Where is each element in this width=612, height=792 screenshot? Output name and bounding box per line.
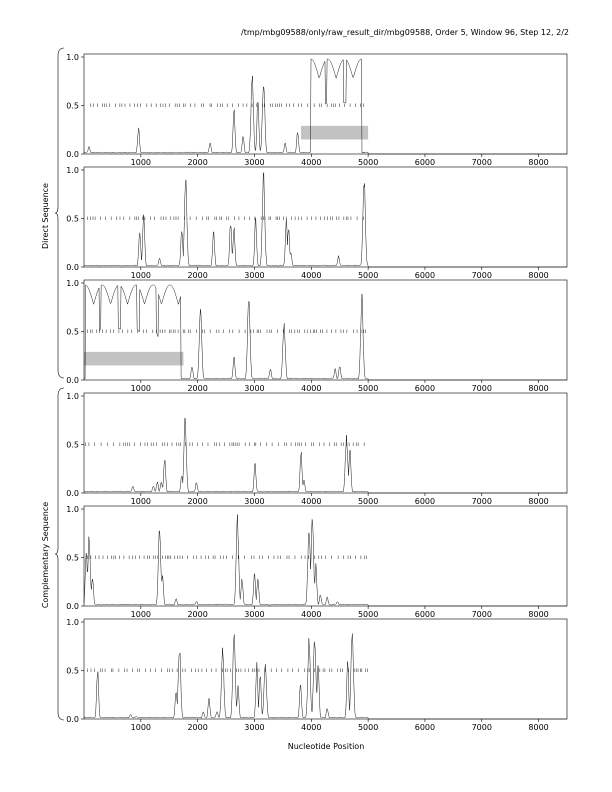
x-tick-label-8000: 8000 (528, 158, 549, 167)
y-tick-label-0.5: 0.5 (66, 327, 79, 337)
y-tick-label-0.0: 0.0 (66, 150, 79, 159)
x-tick-label-8000: 8000 (528, 271, 549, 280)
x-tick-label-7000: 7000 (471, 384, 492, 393)
y-tick-label-1.0: 1.0 (66, 618, 79, 627)
signal-trace (84, 173, 567, 267)
x-tick-label-4000: 4000 (301, 497, 322, 506)
shaded-region-1 (84, 352, 183, 366)
x-tick-label-7000: 7000 (471, 723, 492, 732)
signal-trace (84, 515, 567, 607)
x-tick-label-1000: 1000 (130, 497, 152, 506)
y-tick-label-0.0: 0.0 (66, 263, 79, 272)
panel-frame (84, 167, 567, 267)
x-tick-label-3000: 3000 (244, 271, 265, 280)
x-tick-label-7000: 7000 (471, 271, 492, 280)
signal-trace (84, 634, 567, 719)
y-tick-label-1.0: 1.0 (66, 166, 79, 175)
y-tick-label-0.5: 0.5 (66, 101, 79, 111)
panel-5 (66, 505, 567, 619)
x-tick-label-5000: 5000 (357, 271, 379, 280)
x-tick-label-2000: 2000 (187, 271, 208, 280)
x-tick-label-2000: 2000 (187, 384, 208, 393)
x-tick-label-8000: 8000 (528, 384, 549, 393)
x-tick-label-4000: 4000 (301, 271, 322, 280)
x-tick-label-5000: 5000 (357, 384, 379, 393)
signal-trace (84, 418, 567, 493)
x-tick-label-2000: 2000 (187, 723, 208, 732)
x-tick-label-6000: 6000 (414, 497, 436, 506)
y-tick-label-0.5: 0.5 (66, 553, 79, 563)
x-tick-label-7000: 7000 (471, 497, 492, 506)
group-label-complementary: Complementary Sequence (41, 501, 50, 609)
x-tick-label-1000: 1000 (130, 723, 152, 732)
group-braces (55, 48, 64, 720)
y-tick-label-0.0: 0.0 (66, 376, 79, 385)
panel-3 (66, 279, 567, 393)
x-tick-label-7000: 7000 (471, 158, 492, 167)
figure-title: /tmp/mbg09588/only/raw_result_dir/mbg09588, Order 5, Window 96, Step 12, 2/2 (241, 28, 569, 37)
x-tick-label-7000: 7000 (471, 610, 492, 619)
x-tick-label-4000: 4000 (301, 384, 322, 393)
panel-frame (84, 506, 567, 606)
x-tick-label-3000: 3000 (244, 497, 265, 506)
x-tick-label-1000: 1000 (130, 610, 152, 619)
x-tick-label-5000: 5000 (357, 610, 379, 619)
y-tick-label-1.0: 1.0 (66, 53, 79, 62)
x-tick-label-6000: 6000 (414, 610, 436, 619)
signal-trace (84, 59, 567, 154)
y-tick-label-0.0: 0.0 (66, 602, 79, 611)
y-tick-label-1.0: 1.0 (66, 392, 79, 401)
x-tick-label-2000: 2000 (187, 610, 208, 619)
brace-direct (55, 48, 64, 378)
panel-frame (84, 619, 567, 719)
x-tick-label-3000: 3000 (244, 384, 265, 393)
x-tick-label-2000: 2000 (187, 497, 208, 506)
x-tick-label-1000: 1000 (130, 271, 152, 280)
x-tick-label-6000: 6000 (414, 723, 436, 732)
brace-complementary (55, 388, 64, 720)
x-tick-label-8000: 8000 (528, 610, 549, 619)
x-tick-label-3000: 3000 (244, 610, 265, 619)
panel-4 (66, 392, 567, 506)
x-tick-label-3000: 3000 (244, 723, 265, 732)
panel-1 (66, 53, 567, 167)
x-tick-label-4000: 4000 (301, 158, 322, 167)
y-tick-label-1.0: 1.0 (66, 505, 79, 514)
y-tick-label-0.5: 0.5 (66, 666, 79, 676)
x-tick-label-4000: 4000 (301, 723, 322, 732)
x-tick-label-2000: 2000 (187, 158, 208, 167)
x-tick-label-1000: 1000 (130, 384, 152, 393)
y-tick-label-0.0: 0.0 (66, 715, 79, 724)
group-label-direct: Direct Sequence (41, 183, 50, 249)
x-tick-label-5000: 5000 (357, 158, 379, 167)
x-tick-label-8000: 8000 (528, 723, 549, 732)
x-axis-title: Nucleotide Position (287, 742, 365, 751)
x-tick-label-6000: 6000 (414, 271, 436, 280)
y-tick-label-1.0: 1.0 (66, 279, 79, 288)
signal-trace (84, 285, 567, 380)
shaded-region-1 (301, 126, 368, 140)
y-tick-label-0.5: 0.5 (66, 440, 79, 450)
y-tick-label-0.0: 0.0 (66, 489, 79, 498)
x-tick-label-6000: 6000 (414, 158, 436, 167)
y-tick-label-0.5: 0.5 (66, 214, 79, 224)
x-tick-label-3000: 3000 (244, 158, 265, 167)
panel-6 (66, 618, 567, 732)
x-tick-label-4000: 4000 (301, 610, 322, 619)
x-tick-label-1000: 1000 (130, 158, 152, 167)
x-tick-label-5000: 5000 (357, 723, 379, 732)
panel-2 (66, 166, 567, 280)
x-tick-label-5000: 5000 (357, 497, 379, 506)
x-tick-label-6000: 6000 (414, 384, 436, 393)
x-tick-label-8000: 8000 (528, 497, 549, 506)
panels (66, 53, 567, 732)
